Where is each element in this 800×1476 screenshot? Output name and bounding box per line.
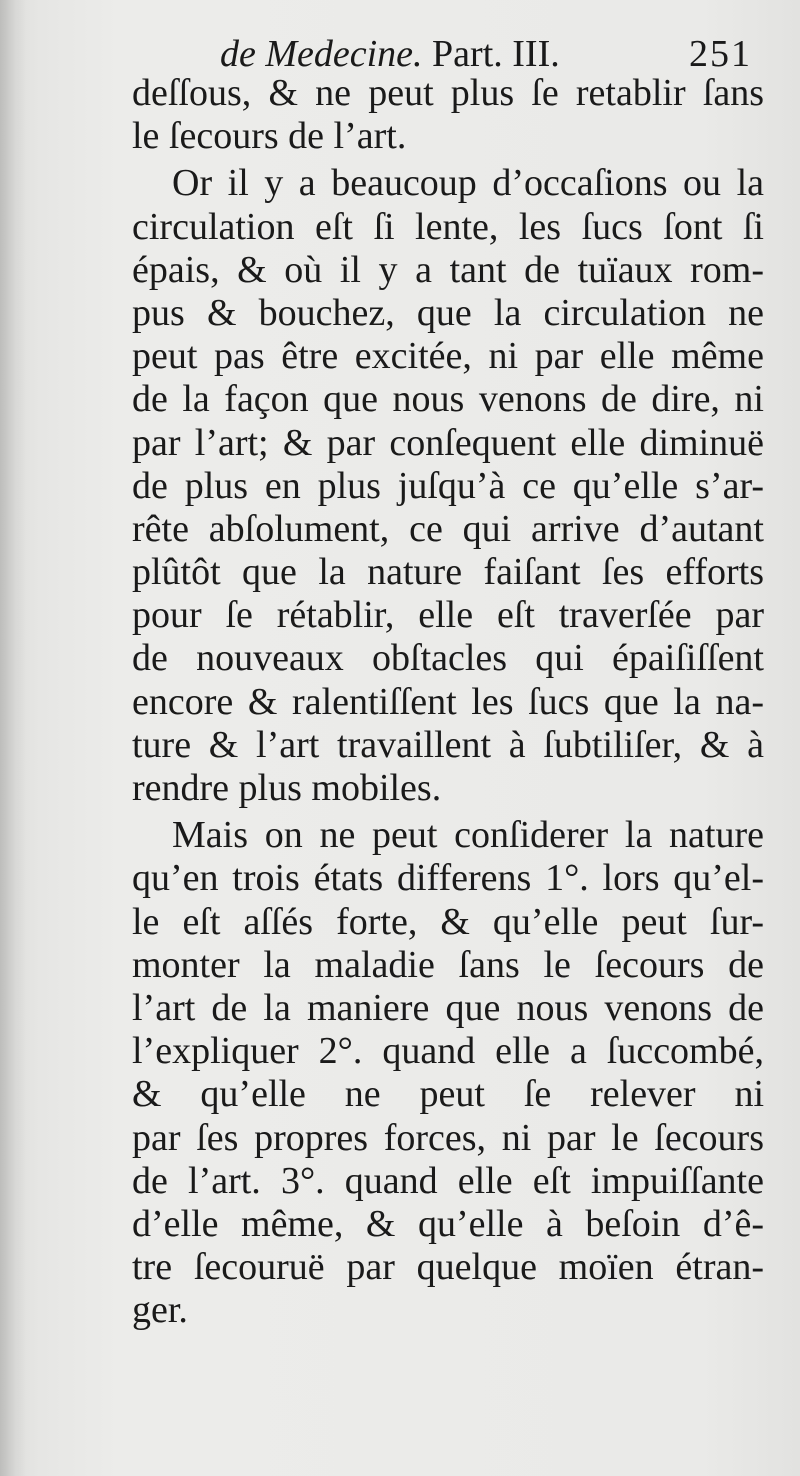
text-line: l’art de la maniere que nous venons de: [132, 986, 764, 1029]
text-line: tre ſecouruë par quelque moïen étran-: [132, 1246, 764, 1289]
text-line: d’elle même, & qu’elle à beſoin d’ê-: [132, 1202, 764, 1245]
text-line: monter la maladie ſans le ſecours de: [132, 943, 764, 986]
body-text: [132, 72, 764, 1332]
text-line: de l’art. 3°. quand elle eſt impuiſſante: [132, 1159, 764, 1202]
text-line: ture & l’art travaillent à ſubtiliſer, & à: [132, 723, 764, 766]
text-line: ger.: [132, 1289, 188, 1332]
text-line: Mais on ne peut conſiderer la nature: [172, 814, 764, 857]
text-line: encore & ralentiſſent les ſucs que la na-: [132, 680, 764, 723]
text-line: épais, & où il y a tant de tuïaux rom-: [132, 248, 764, 291]
text-line: pus & bouchez, que la circulation ne: [132, 291, 764, 334]
text-line: par ſes propres forces, ni par le ſecours: [132, 1116, 764, 1159]
page-number: 251: [689, 33, 752, 75]
text-line: Or il y a beaucoup d’occaſions ou la: [172, 162, 764, 205]
text-line: le ſecours de l’art.: [132, 115, 407, 158]
text-line: de la façon que nous venons de dire, ni: [132, 378, 764, 421]
text-line: deſſous, & ne peut plus ſe retablir ſans: [132, 72, 764, 114]
text-line: rendre plus mobiles.: [132, 767, 442, 809]
text-line: de plus en plus juſqu’à ce qu’elle s’ar-: [132, 464, 764, 507]
text-line: peut pas être excitée, ni par elle même: [132, 335, 764, 378]
running-title-italic: de Medecine.: [220, 33, 423, 75]
text-line: pour ſe rétablir, elle eſt traverſée par: [132, 594, 764, 637]
text-line: de nouveaux obſtacles qui épaiſiſſent: [132, 637, 764, 680]
text-line: plûtôt que la nature faiſant ſes efforts: [132, 551, 764, 594]
text-line: qu’en trois états differens 1°. lors qu’el-: [132, 857, 764, 900]
text-line: & qu’elle ne peut ſe relever ni: [132, 1073, 764, 1116]
page-gutter-shadow: [0, 0, 26, 1476]
text-line: le eſt aſſés forte, & qu’elle peut ſur-: [132, 900, 764, 943]
text-line: rête abſolument, ce qui arrive d’autant: [132, 507, 764, 550]
running-title-part: Part. III.: [432, 33, 560, 75]
text-line: l’expliquer 2°. quand elle a ſuccombé,: [132, 1030, 764, 1073]
text-line: par l’art; & par conſequent elle diminuë: [132, 421, 764, 464]
text-line: circulation eſt ſi lente, les ſucs ſont ſi: [132, 205, 764, 248]
